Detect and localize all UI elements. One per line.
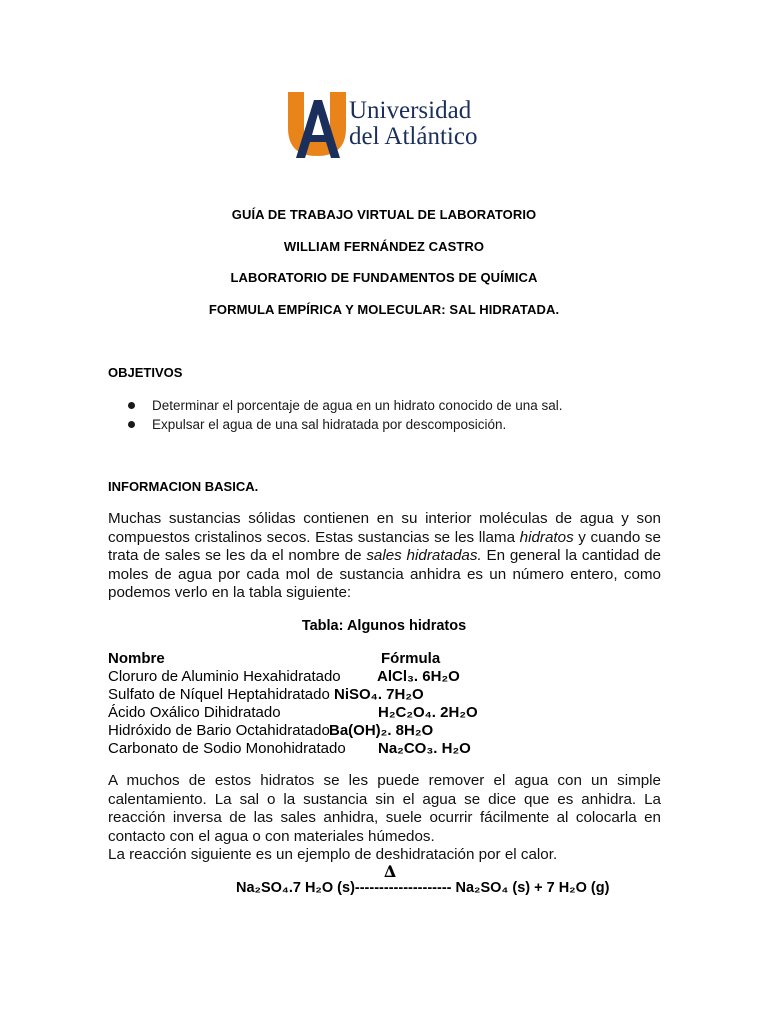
header-name: Nombre (108, 650, 165, 667)
course-name: LABORATORIO DE FUNDAMENTOS DE QUÍMICA (230, 270, 538, 285)
objectives-title: OBJETIVOS (108, 365, 183, 380)
guide-title: GUÍA DE TRABAJO VIRTUAL DE LABORATORIO (231, 207, 537, 222)
paragraph-line: calentamiento. La sal o la sustancia sin el agua se dice que es anhidra. La (108, 790, 661, 808)
paragraph-line: trata de sales se les da el nombre de sales hidratadas. En general la cantidad de (108, 547, 661, 564)
italic-term: hidratos (519, 528, 574, 546)
italic-term: sales hidratadas. (366, 547, 482, 564)
header-formula: Fórmula (381, 650, 441, 667)
paragraph-line: moles de agua por cada mol de sustancia anhidra es un número entero, como (108, 565, 661, 583)
basic-info-paragraph (108, 510, 661, 603)
logo-line-2: del Atlántico (349, 123, 478, 150)
logo-line-1: Universidad (349, 97, 472, 124)
logo-wordmark (349, 98, 477, 150)
author-name: WILLIAM FERNÁNDEZ CASTRO (283, 239, 485, 254)
heat-delta-symbol: ∆ (384, 862, 397, 881)
compound-name: Sulfato de Níquel Heptahidratado (108, 686, 330, 703)
compound-formula: NiSO₄. 7H₂O (334, 686, 424, 703)
compound-name: Carbonato de Sodio Monohidratado (108, 740, 346, 757)
paragraph-line: Muchas sustancias sólidas contienen en su interior moléculas de agua y son (108, 510, 661, 527)
university-logo (286, 90, 486, 160)
list-item (128, 396, 563, 415)
topic-title: FORMULA EMPÍRICA Y MOLECULAR: SAL HIDRATADA. (208, 302, 560, 317)
compound-formula: AlCl₃. 6H₂O (377, 668, 460, 685)
dehydration-equation: Na₂SO₄.7 H₂O (s)-------------------- Na₂SO₄ (s) + 7 H₂O (g) (236, 880, 610, 896)
list-item (128, 415, 563, 434)
compound-name: Hidróxido de Bario Octahidratado (108, 722, 330, 739)
objective-text: Determinar el porcentaje de agua en un hidrato conocido de una sal. (152, 398, 563, 413)
paragraph-line: A muchos de estos hidratos se les puede remover el agua con un simple (108, 772, 661, 789)
basic-info-title: INFORMACION BASICA. (108, 479, 259, 494)
objectives-list (128, 396, 563, 434)
ua-emblem-icon (286, 90, 350, 160)
compound-name: Ácido Oxálico Dihidratado (108, 704, 281, 721)
paragraph-line: contacto con el agua o con materiales húmedos. (108, 827, 435, 845)
dehydration-paragraph (108, 772, 661, 865)
objective-text: Expulsar el agua de una sal hidratada por descomposición. (152, 417, 507, 432)
paragraph-line: reacción inversa de las sales anhidra, suele ocurrir fácilmente al colocarla en (108, 809, 661, 826)
compound-name: Cloruro de Aluminio Hexahidratado (108, 668, 341, 685)
paragraph-line: compuestos cristalinos secos. Estas sustancias se les llama hidratos y cuando se (108, 528, 661, 546)
bullet-icon (128, 421, 135, 428)
compound-formula: Na₂CO₃. H₂O (378, 740, 471, 757)
paragraph-line: podemos verlo en la tabla siguiente: (108, 584, 352, 601)
compound-formula: H₂C₂O₄. 2H₂O (378, 704, 478, 721)
compound-formula: Ba(OH)₂. 8H₂O (329, 722, 434, 739)
bullet-icon (128, 402, 135, 409)
table-title: Tabla: Algunos hidratos (301, 618, 467, 634)
paragraph-line: La reacción siguiente es un ejemplo de deshidratación por el calor. (108, 846, 558, 863)
